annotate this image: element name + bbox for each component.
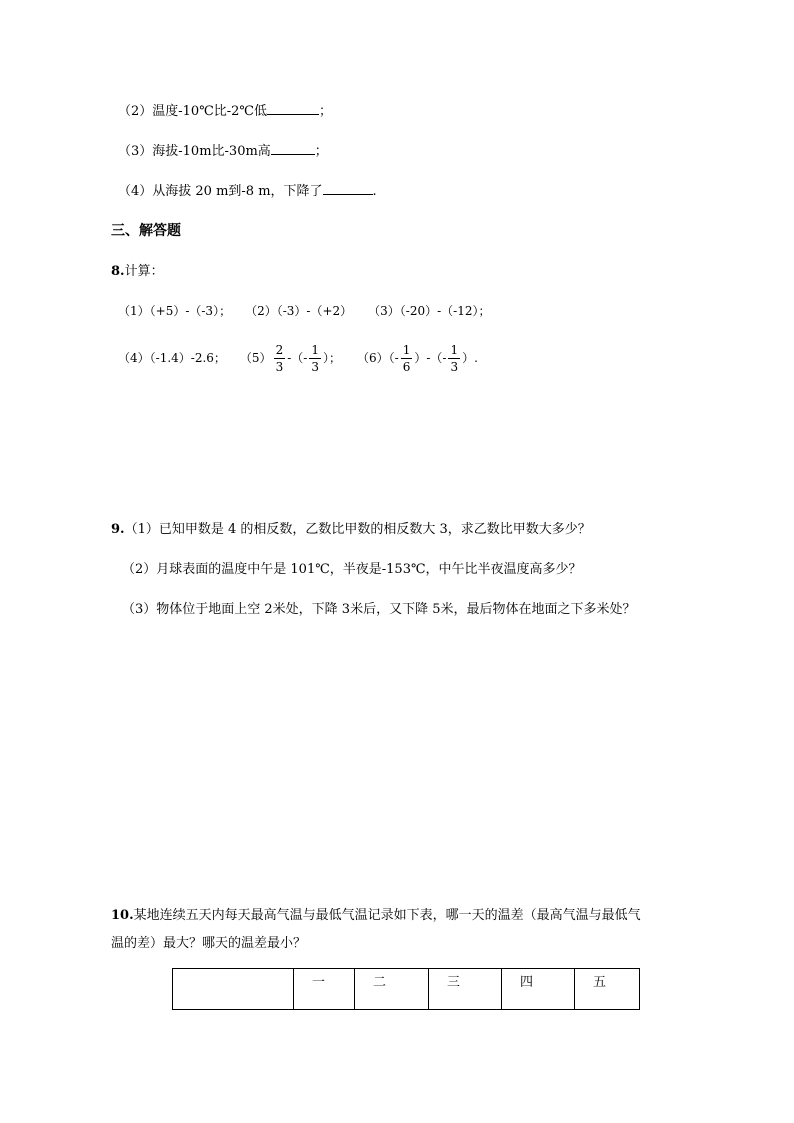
- temperature-table: [172, 968, 640, 1010]
- question-9-part-1-text: （1）已知甲数是 4 的相反数，乙数比甲数的相反数大 3，求乙数比甲数大多少？: [124, 522, 591, 537]
- question-9-part-1: [111, 518, 591, 537]
- question-10-text-1: 某地连续五天内每天最高气温与最低气温记录如下表，哪一天的温差（最高气温与最低气: [133, 908, 641, 923]
- numerator: 1: [402, 343, 411, 357]
- numerator: 2: [275, 343, 284, 357]
- fraction: [309, 342, 321, 375]
- question-9-part-3-text: （3）物体位于地面上空 2米处，下降 3米后，又下降 5米，最后物体在地面之下多米处？: [122, 602, 636, 617]
- problem-2: （2）（-3）-（+2）: [245, 304, 353, 318]
- fraction: [401, 342, 413, 375]
- table-header-cell: [173, 969, 294, 1010]
- table-header-cell: 二: [355, 969, 429, 1010]
- fraction: [448, 342, 460, 375]
- problem-6-label: （6）（-: [356, 351, 399, 365]
- question-9-part-2: [122, 558, 582, 577]
- problem-5-end: ）；: [322, 351, 341, 365]
- table-header-cell: 五: [575, 969, 640, 1010]
- question-8-row-1: [118, 302, 491, 319]
- question-10-text-2: 温的差）最大？哪天的温差最小？: [111, 936, 307, 951]
- fill-in-item-3-text: （3）海拔-10m比-30m高: [118, 144, 271, 159]
- denominator: 6: [402, 360, 411, 374]
- answer-blank[interactable]: [267, 102, 319, 115]
- question-number: 9.: [111, 522, 125, 537]
- denominator: 3: [450, 360, 459, 374]
- answer-blank[interactable]: [271, 142, 315, 155]
- denominator: 3: [311, 360, 319, 374]
- question-number: 8.: [111, 264, 125, 279]
- fill-in-item-2-text: （2）温度-10℃比-2℃低: [118, 104, 267, 119]
- fill-in-item-4-text: （4）从海拔 20 m到-8 m，下降了: [118, 184, 323, 199]
- fill-in-item-3-end: ；: [314, 144, 328, 159]
- problem-1: （1）（+5）-（-3）；: [118, 304, 232, 318]
- table-header-cell: 一: [294, 969, 355, 1010]
- question-10-line-2: [111, 932, 306, 951]
- numerator: 1: [450, 343, 459, 357]
- problem-5-operator: -（-: [287, 351, 308, 365]
- numerator: 1: [311, 343, 319, 357]
- question-9-part-3: [122, 598, 635, 617]
- problem-5-label: （5）: [239, 351, 272, 365]
- table-row: [173, 969, 640, 1010]
- section-heading: 三、解答题: [111, 223, 181, 239]
- fill-in-item-4: [118, 180, 377, 199]
- answer-blank[interactable]: [323, 182, 373, 195]
- problem-4: （4）（-1.4）-2.6；: [118, 351, 226, 365]
- question-8-title: [111, 260, 164, 279]
- question-9-part-2-text: （2）月球表面的温度中午是 101℃，半夜是-153℃，中午比半夜温度高多少？: [122, 562, 582, 577]
- question-10-line-1: [111, 904, 641, 923]
- problem-3: （3）（-20）-（-12）；: [368, 304, 491, 318]
- problem-6-operator: ）-（-: [414, 351, 447, 365]
- fill-in-item-4-end: .: [372, 184, 377, 199]
- problem-6-end: ）.: [462, 351, 478, 365]
- table-header-cell: 四: [502, 969, 575, 1010]
- denominator: 3: [275, 360, 284, 374]
- fill-in-item-3: [118, 140, 328, 159]
- question-8-instruction: 计算：: [124, 264, 164, 279]
- question-8-row-2: [118, 342, 478, 375]
- question-number: 10.: [111, 908, 134, 923]
- fill-in-item-2: [118, 100, 332, 119]
- fraction: [274, 342, 286, 375]
- fill-in-item-2-end: ；: [318, 104, 332, 119]
- table-header-cell: 三: [429, 969, 502, 1010]
